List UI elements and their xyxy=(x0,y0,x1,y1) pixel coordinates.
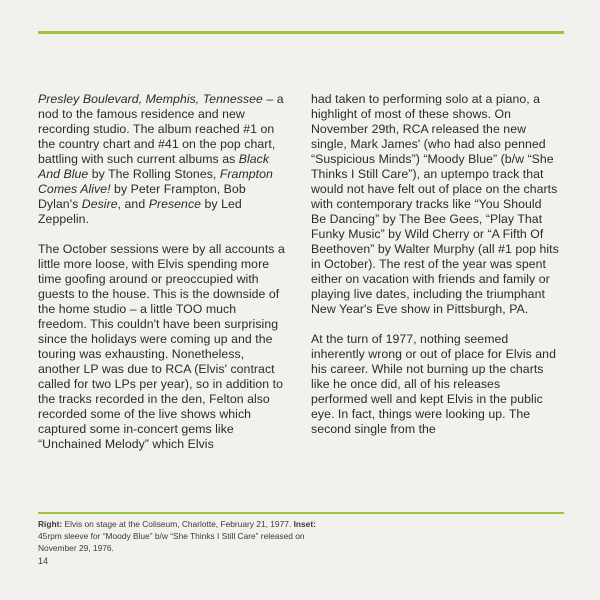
caption-right-text: Elvis on stage at the Coliseum, Charlotte, February 21, 1977. xyxy=(62,519,294,529)
right-paragraph-2: At the turn of 1977, nothing seemed inherently wrong or out of place for Elvis and his career. While not burning up the charts like he once did, all of his releases performed well and kept Elvis in the public eye. In fact, things were looking up. The second single from the xyxy=(311,332,556,436)
caption-right-label: Right: xyxy=(38,519,63,529)
left-paragraph-1 xyxy=(38,92,286,227)
text-span: by The Rolling Stones, xyxy=(88,167,220,181)
caption-inset-text: 45rpm sleeve for “Moody Blue” b/w “She Thinks I Still Care” released on November 29, 1976. xyxy=(38,531,305,553)
bottom-accent-rule xyxy=(38,512,564,514)
italic-title-span: Presence xyxy=(148,197,202,211)
italic-title-span: Frampton Comes Alive! xyxy=(38,167,273,196)
top-accent-rule xyxy=(38,31,564,34)
italic-title-span: Desire xyxy=(81,197,118,211)
text-span: by Peter Frampton, Bob Dylan's xyxy=(38,182,246,211)
left-text-column xyxy=(38,92,286,467)
text-span: , and xyxy=(117,197,149,211)
left-paragraph-2: The October sessions were by all accounts a little more loose, with Elvis spending more time goofing around or preoccupied with guests to the house. This is the downside of the home studio – a little TOO much freedom. This couldn't have been surprising since the holidays were coming up and the touring was exhausting. Nonetheless, another LP was due to RCA (Elvis' contract called for two LPs per year), so in addition to the tracks recorded in the den, Felton also recorded some of the live shows which captured some in-concert gems like “Unchained Melody” which Elvis xyxy=(38,242,285,451)
page-number: 14 xyxy=(38,556,49,566)
caption-inset-label: Inset: xyxy=(293,519,316,529)
right-paragraph-1: had taken to performing solo at a piano, a highlight of most of these shows. On November 29th, RCA released the new single, Mark James' (who had also penned “Suspicious Minds”) “Moody Blue” (b/w “She Thinks I Still Care”), an uptempo track that would not have felt out of place on the charts with contemporary tracks like “You Should Be Dancing” by The Bee Gees, “Play That Funky Music” by Wild Cherry or “A Fifth Of Beethoven” by Walter Murphy (all #1 pop hits in October). The rest of the year was spent either on vacation with friends and family or playing live dates, including the triumphant New Year's Eve show in Pittsburgh, PA. xyxy=(311,92,559,316)
photo-caption xyxy=(38,518,338,554)
text-span: – a nod to the famous residence and new recording studio. The album reached #1 on the country chart and #41 on the pop chart, battling with such current albums as xyxy=(38,92,284,166)
right-text-column xyxy=(311,92,559,452)
italic-title-span: Black And Blue xyxy=(38,152,270,181)
italic-title-span: Presley Boulevard, Memphis, Tennessee xyxy=(38,92,263,106)
text-span: by Led Zeppelin. xyxy=(38,197,242,226)
